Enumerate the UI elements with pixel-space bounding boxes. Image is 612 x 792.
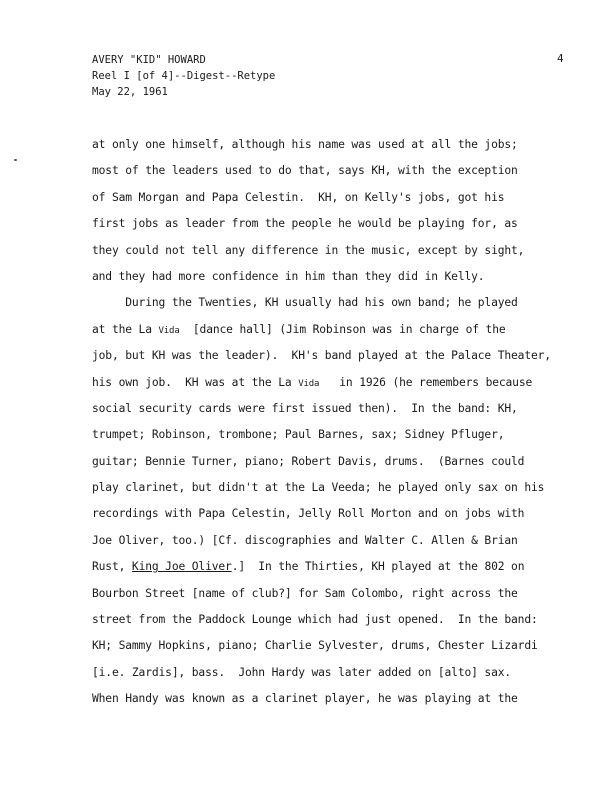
header-reel-info: Reel I [of 4]--Digest--Retype	[92, 70, 276, 82]
body-line: [i.e. Zardis], bass. John Hardy was later added on [alto] sax.	[92, 665, 512, 679]
body-line: they could not tell any difference in the music, except by sight,	[92, 243, 525, 257]
handwritten-correction: Vida	[298, 378, 320, 389]
body-line	[92, 554, 554, 580]
body-line: and they had more confidence in him than they did in Kelly.	[92, 269, 485, 283]
body-line: Bourbon Street [name of club?] for Sam Colombo, right across the	[92, 586, 518, 600]
body-line: When Handy was known as a clarinet player, he was playing at the	[92, 692, 518, 706]
text-segment: at the La	[92, 322, 159, 336]
body-line: social security cards were first issued then). In the band: KH,	[92, 401, 518, 415]
body-line: first jobs as leader from the people he would be playing for, as	[92, 217, 518, 231]
body-line: trumpet; Robinson, trombone; Paul Barnes, sax; Sidney Pfluger,	[92, 428, 505, 442]
page-number: 4	[557, 52, 564, 65]
body-line: at only one himself, although his name was used at all the jobs;	[92, 138, 518, 151]
body-line: most of the leaders used to do that, says KH, with the exception	[92, 164, 518, 178]
body-line: KH; Sammy Hopkins, piano; Charlie Sylvester, drums, Chester Lizardi	[92, 639, 538, 653]
scan-speck	[14, 159, 17, 161]
text-segment: Rust,	[92, 560, 132, 574]
body-line	[92, 370, 554, 396]
text-segment: in 1926 (he remembers because	[319, 375, 533, 389]
body-line: street from the Paddock Lounge which had just opened. In the band:	[92, 613, 538, 627]
header-interviewee: AVERY "KID" HOWARD	[92, 54, 206, 66]
document-header	[92, 52, 275, 100]
body-line: guitar; Bennie Turner, piano; Robert Davis, drums. (Barnes could	[92, 454, 525, 468]
transcript-body	[92, 132, 554, 713]
text-segment: .] In the Thirties, KH played at the 802 on	[231, 560, 525, 574]
body-line: play clarinet, but didn't at the La Veeda; he played only sax on his	[92, 481, 545, 495]
body-line: of Sam Morgan and Papa Celestin. KH, on Kelly's jobs, got his	[92, 190, 505, 204]
header-date: May 22, 1961	[92, 86, 168, 98]
body-line: job, but KH was the leader). KH's band played at the Palace Theater,	[92, 349, 551, 363]
book-title: King Joe Oliver	[131, 560, 232, 574]
body-line	[92, 317, 554, 343]
text-segment: [dance hall] (Jim Robinson was in charge of the	[179, 322, 506, 336]
paragraph-start-line: During the Twenties, KH usually had his own band; he played	[92, 296, 518, 310]
text-segment: his own job. KH was at the La	[92, 375, 299, 389]
body-line: recordings with Papa Celestin, Jelly Roll Morton and on jobs with	[92, 507, 525, 521]
handwritten-correction: Vida	[158, 325, 180, 336]
body-line: Joe Oliver, too.) [Cf. discographies and Walter C. Allen & Brian	[92, 533, 518, 547]
